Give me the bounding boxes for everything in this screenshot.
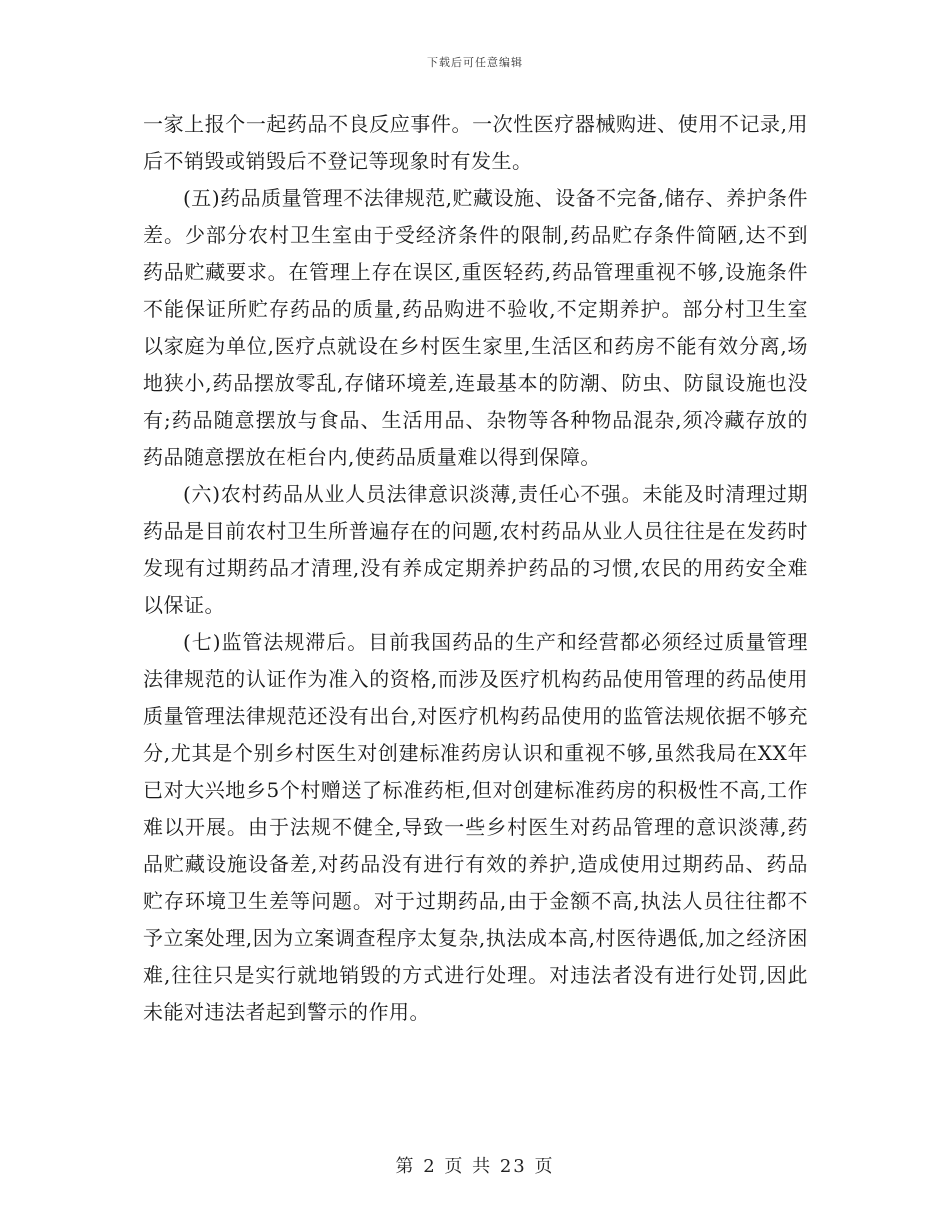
document-body <box>143 106 808 1031</box>
paragraph-1: 一家上报个一起药品不良反应事件。一次性医疗器械购进、使用不记录,用后不销毁或销毁后不登记等现象时有发生。 <box>143 112 808 173</box>
paragraph-3: (六)农村药品从业人员法律意识淡薄,责任心不强。未能及时清理过期药品是目前农村卫生所普遍存在的问题,农村药品从业人员往往是在发药时发现有过期药品才清理,没有养成定期养护药品的习惯,农民的用药安全难以保证。 <box>143 482 808 617</box>
paragraph-2: (五)药品质量管理不法律规范,贮藏设施、设备不完备,储存、养护条件差。少部分农村卫生室由于受经济条件的限制,药品贮存条件简陋,达不到药品贮藏要求。在管理上存在误区,重医轻药,药品管理重视不够,设施条件不能保证所贮存药品的质量,药品购进不验收,不定期养护。部分村卫生室以家庭为单位,医疗点就设在乡村医生家里,生活区和药房不能有效分离,场地狭小,药品摆放零乱,存储环境差,连最基本的防潮、防虫、防鼠设施也没有;药品随意摆放与食品、生活用品、杂物等各种物品混杂,须冷藏存放的药品随意摆放在柜台内,使药品质量难以得到保障。 <box>143 186 808 469</box>
page-footer: 第 2 页 共 23 页 <box>395 1156 555 1177</box>
page-header: 下载后可任意编辑 <box>427 56 523 69</box>
paragraph-4: (七)监管法规滞后。目前我国药品的生产和经营都必须经过质量管理法律规范的认证作为准入的资格,而涉及医疗机构药品使用管理的药品使用质量管理法律规范还没有出台,对医疗机构药品使用的监管法规依据不够充分,尤其是个别乡村医生对创建标准药房认识和重视不够,虽然我局在XX年已对大兴地乡5个村赠送了标准药柜,但对创建标准药房的积极性不高,工作难以开展。由于法规不健全,导致一些乡村医生对药品管理的意识淡薄,药品贮藏设施设备差,对药品没有进行有效的养护,造成使用过期药品、药品贮存环境卫生差等问题。对于过期药品,由于金额不高,执法人员往往都不予立案处理,因为立案调查程序太复杂,执法成本高,村医待遇低,加之经济困难,往往只是实行就地销毁的方式进行处理。对违法者没有进行处罚,因此未能对违法者起到警示的作用。 <box>143 630 808 1024</box>
